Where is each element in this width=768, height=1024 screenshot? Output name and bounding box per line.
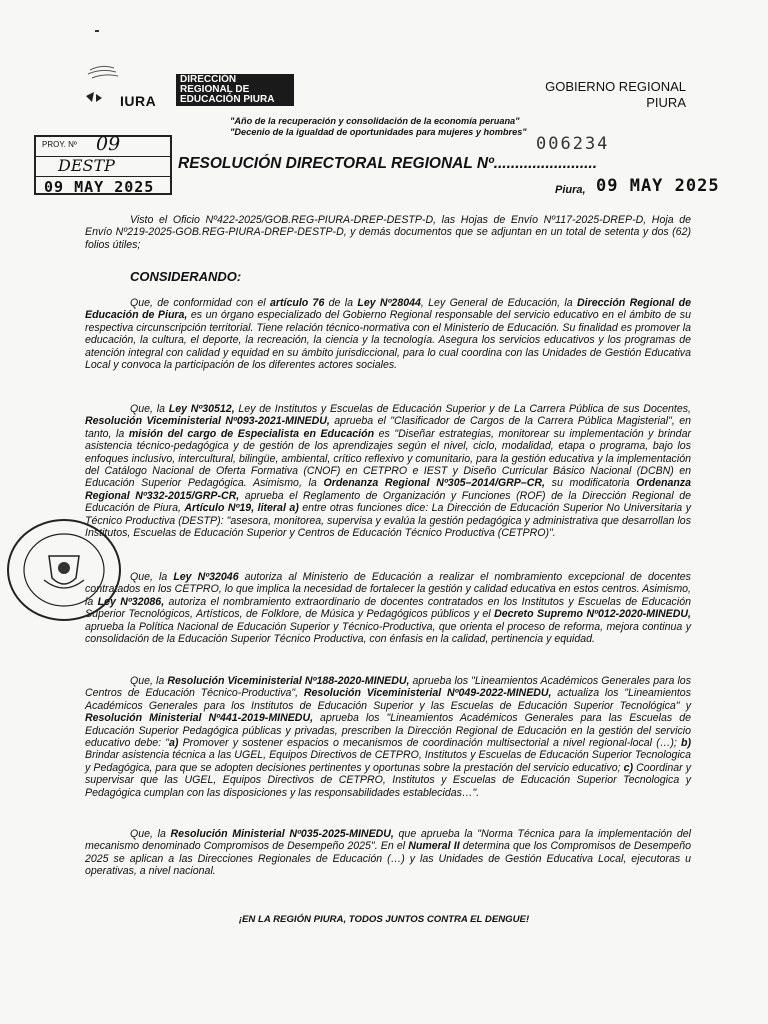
registration-number: 006234 [536, 134, 610, 154]
paragraph-5: Que, la Resolución Ministerial Nº035-2025-MINEDU, que aprueba la "Norma Técnica para la implementación del mecanismo denominado Compromisos de Desempeño 2025". En el Numeral II determina que los Compromisos de Desempeño 2025 se aplican a las Direcciones Regionales de Educación (…) y las Unidades de Gestión Educativa Local, ejecutoras u operativas, a nivel nacional. [85, 828, 691, 878]
footer-slogan: ¡EN LA REGIÓN PIURA, TODOS JUNTOS CONTRA EL DENGUE! [238, 914, 530, 925]
paragraph-2: Que, la Ley Nº30512, Ley de Institutos y Escuelas de Educación Superior y de La Carrera Pública de sus Docentes, Resolución Viceministerial Nº093-2021-MINEDU, aprueba el "Clasificador de Cargos de la Carrera Pública Magisterial", en tanto, la misión del cargo de Especialista en Educación es "Diseñar estrategias, monitorear su implementación y brindar asistencia técnico-pedagógica y de gestión de los aprendizajes según el nivel, ciclo, modalidad, etapa o programa, bajo los enfoques inclusivo, intercultural, bilingüe, ambiental, crítico reflexivo y comunitario, para la gestión educativa y la implementación del Catálogo Nacional de Oferta Formativa (CNOF) en CETPRO e IEST y Diseño Curricular Básico Nacional (DCBN) en Educación Superior Pedagógica. Asimismo, la Ordenanza Regional Nº305–2014/GRP–CR, su modificatoria Ordenanza Regional Nº332-2015/GRP-CR, aprueba el Reglamento de Organización y Funciones (ROF) de la Dirección Regional de Educación de Piura, Artículo Nº19, literal a) entre otras funciones dice: La Dirección de Educación Superior No Universitaria y Técnico Productiva (DESTP): "asesora, monitorea, supervisa y evalúa la gestión pedagógica y administrativa que desarrollan los Institutos, Escuelas de Educación Superior y Centros de Educación Técnico Productiva (CETPRO)". [85, 403, 691, 540]
dre-seal-icon [4, 516, 124, 624]
paragraph-1: Que, de conformidad con el artículo 76 de la Ley Nº28044, Ley General de Educación, la Dirección Regional de Educación de Piura, es un órgano especializado del Gobierno Regional responsable del servicio educativo en el ámbito de su respectiva circunscripción territorial. Tiene relación técnico-normativa con el Ministerio de Educación. Su finalidad es promover la educación, la cultura, el deporte, la recreación, la ciencia y la tecnología. Asegura los servicios educativos y los programas de atención integral con calidad y equidad en su ámbito jurisdiccional, para lo cual coordina con las Unidades de Gestión Educativa Local y convoca la participación de los diferentes actores sociales. [85, 297, 691, 372]
logo-wordmark: IURA [120, 93, 157, 109]
dre-line: REGIONAL DE [180, 84, 250, 95]
stamp-date: 09 MAY 2025 [44, 178, 155, 196]
year-slogans [230, 116, 527, 138]
slogan-year: "Año de la recuperación y consolidación de la economía peruana" [230, 116, 520, 126]
gobierno-title: GOBIERNO REGIONAL [545, 79, 686, 94]
stamp-row-number [36, 133, 170, 157]
title-dots: ........................ [493, 155, 598, 172]
paragraph-4: Que, la Resolución Viceministerial Nº188-2020-MINEDU, aprueba los "Lineamientos Académicos Generales para los Centros de Educación Técnico-Productiva", Resolución Viceministerial Nº049-2022-MINEDU, actualiza los "Lineamientos Académicos Generales para los Institutos de Educación Superior y las Escuelas de Educación Superior Tecnológica" y Resolución Ministerial Nº441-2019-MINEDU, aprueba los "Lineamientos Académicos Generales para las Escuelas de Educación Superior Pedagógica públicas y privadas, prescriben la Dirección Regional de Educación en la gestión del servicio educativo debe: "a) Promover y sostener espacios o mecanismos de coordinación multisectorial a nivel regional-local (…); b) Brindar asistencia técnica a las UGEL, Equipos Directivos de CETPRO, Institutos y Escuelas de Educación Superior Tecnologica y Pedagógica, para que se adopten decisiones pertinentes y oportunas sobre la prestación del servicio educativo; c) Coordinar y supervisar que las UGEL, Equipos Directivos de CETPRO, Institutos y Escuelas de Educación Superior Tecnologica y Pedagógica cumplan con las disposiciones y las responsabilidades establecidas…". [85, 675, 692, 799]
stamp-office: DESTP [58, 156, 115, 175]
scan-mark [95, 30, 99, 32]
stamp-row-office [36, 157, 170, 177]
stamp-row-date [36, 177, 170, 196]
dre-logo-box [176, 74, 294, 106]
section-heading: CONSIDERANDO: [130, 269, 242, 284]
title-text: RESOLUCIÓN DIRECTORAL REGIONAL Nº [178, 155, 494, 172]
stamp-number: 09 [96, 133, 121, 155]
dre-line: EDUCACIÓN PIURA [180, 94, 275, 105]
project-stamp [34, 135, 172, 195]
document-title [178, 155, 597, 173]
dre-line: DIRECCIÓN [180, 74, 237, 85]
stamp-label: PROY. Nº [42, 140, 77, 149]
paragraph-3: Que, la Ley Nº32046 autoriza al Ministerio de Educación a realizar el nombramiento excepcional de docentes contratados en los CETPRO, lo que implica la necesidad de fortalecer la gestión y calidad educativa en estos centros. Asimismo, la Ley Nº32086, autoriza el nombramiento extraordinario de docentes contratados en los Institutos y Escuelas de Educación Superior Tecnológicos, Artísticos, de Folklore, de Música y Pedagógicos públicos y el Decreto Supremo Nº012-2020-MINEDU, aprueba la Política Nacional de Educación Superior y Técnico-Productiva, que orienta el proceso de reforma, mejora continua y consolidación de la Educación Superior Técnico Productiva, con énfasis en la calidad, pertinencia y equidad. [85, 571, 691, 646]
visto-paragraph: Visto el Oficio Nº422-2025/GOB.REG-PIURA-DREP-DESTP-D, las Hojas de Envío Nº117-2025-DREP-D, Hoja de Envío Nº219-2025-GOB.REG-PIURA-DREP-DESTP-D, y demás documentos que se adjuntan en un total de setenta y dos (62) folios útiles; [85, 214, 691, 251]
place: Piura, [555, 184, 586, 196]
issue-date: 09 MAY 2025 [596, 176, 720, 196]
gobierno-subtitle: PIURA [646, 95, 686, 110]
slogan-decade: "Decenio de la igualdad de oportunidades para mujeres y hombres" [230, 127, 527, 137]
gobierno-regional-heading [545, 79, 686, 111]
